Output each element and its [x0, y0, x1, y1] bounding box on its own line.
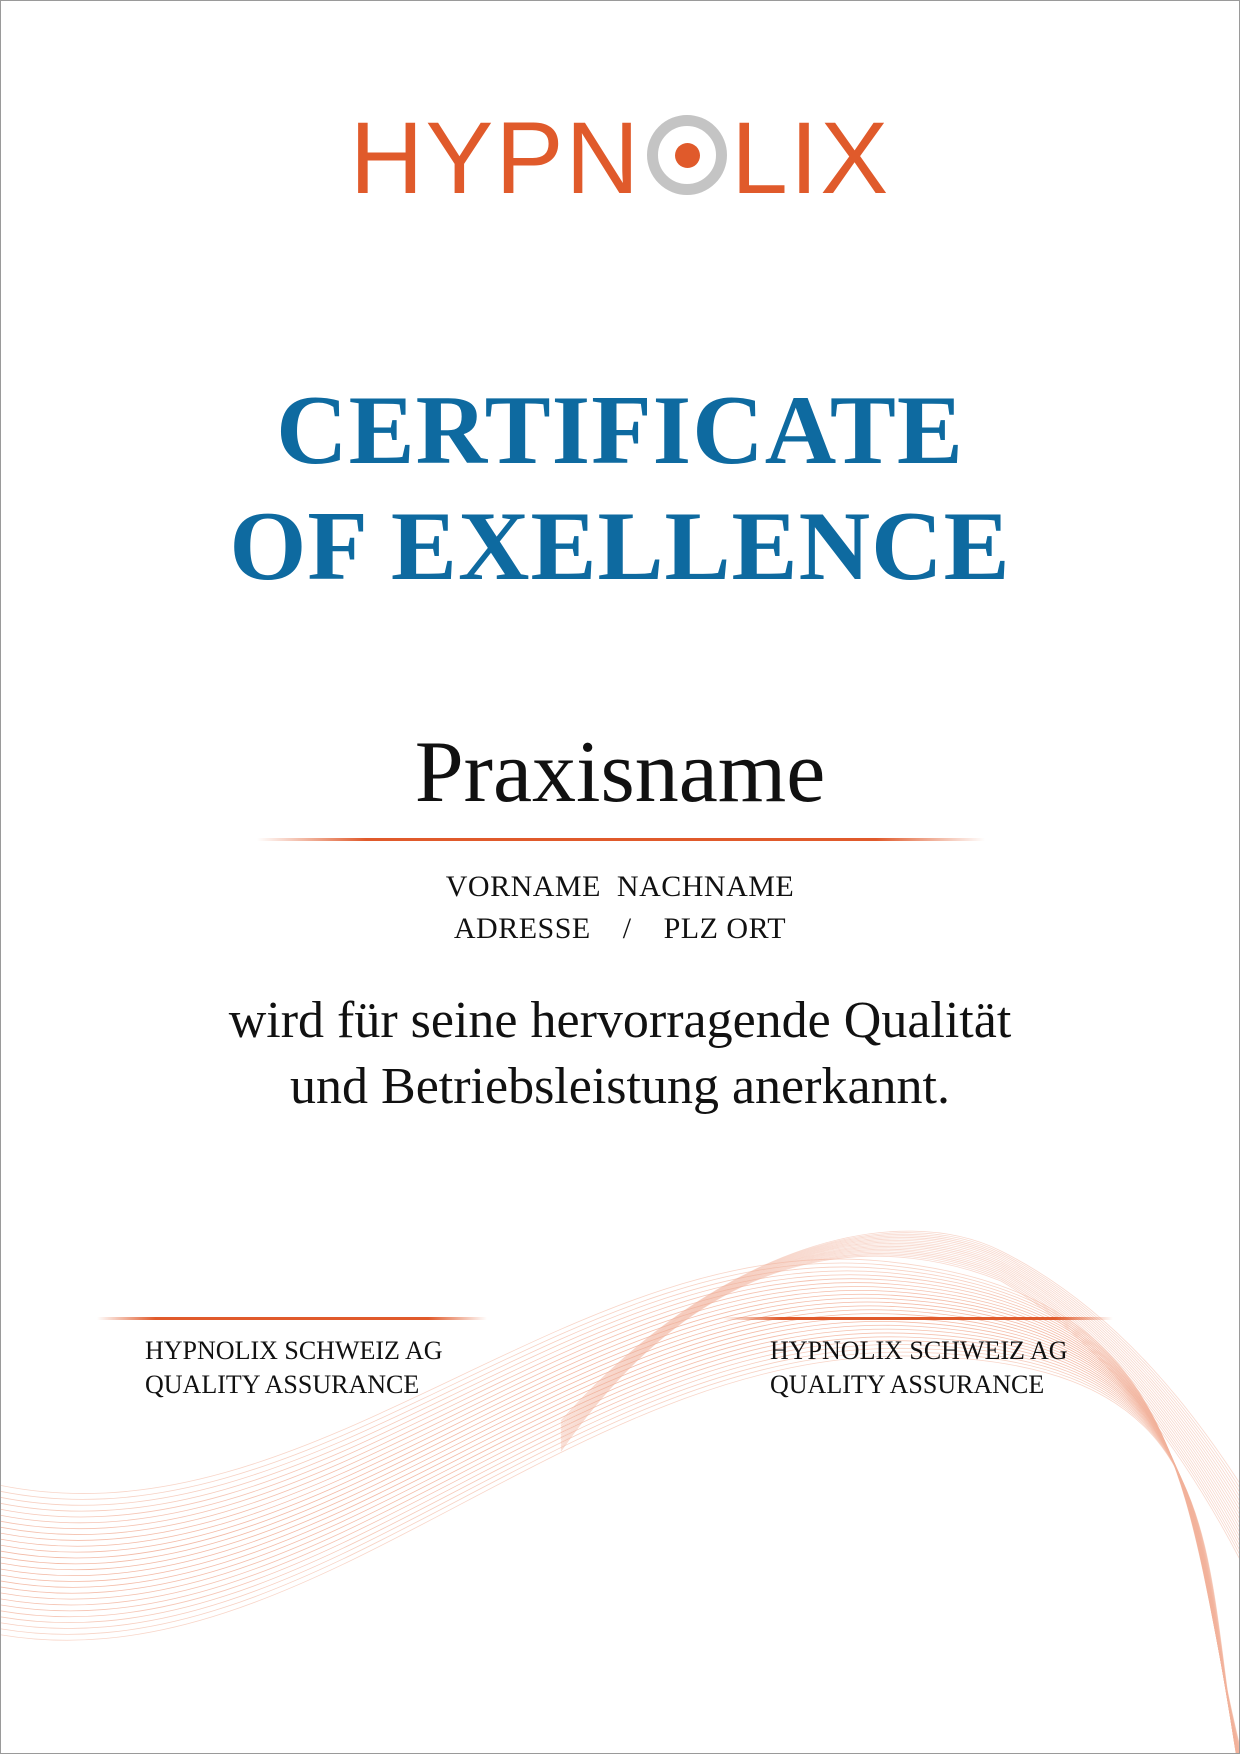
logo-text-left: HYPN	[349, 101, 642, 216]
target-ring-icon	[647, 115, 727, 195]
signature-role: QUALITY ASSURANCE	[145, 1370, 420, 1399]
signature-company: HYPNOLIX SCHWEIZ AG	[770, 1336, 1068, 1365]
certificate-title	[1, 373, 1239, 605]
statement-line-2: und Betriebsleistung anerkannt.	[290, 1058, 950, 1115]
hypnolix-logo	[1, 99, 1239, 216]
statement-line-1: wird für seine hervorragende Qualität	[228, 992, 1012, 1049]
signature-rule-left	[97, 1317, 487, 1320]
signature-block-right	[770, 1334, 1068, 1402]
practice-name: Praxisname	[414, 724, 826, 821]
title-line-1: CERTIFICATE	[276, 376, 964, 485]
recognition-statement	[1, 988, 1239, 1120]
signature-block-left	[145, 1334, 443, 1402]
signature-role: QUALITY ASSURANCE	[770, 1370, 1045, 1399]
contact-address-line: ADRESSE / PLZ ORT	[453, 912, 787, 945]
title-line-2: OF EXELLENCE	[229, 492, 1011, 601]
practice-name-rule	[257, 838, 985, 841]
signature-company: HYPNOLIX SCHWEIZ AG	[145, 1336, 443, 1365]
logo-text-right: LIX	[731, 101, 891, 216]
signature-rule-right	[723, 1317, 1113, 1320]
contact-name-line: VORNAME NACHNAME	[445, 870, 795, 903]
